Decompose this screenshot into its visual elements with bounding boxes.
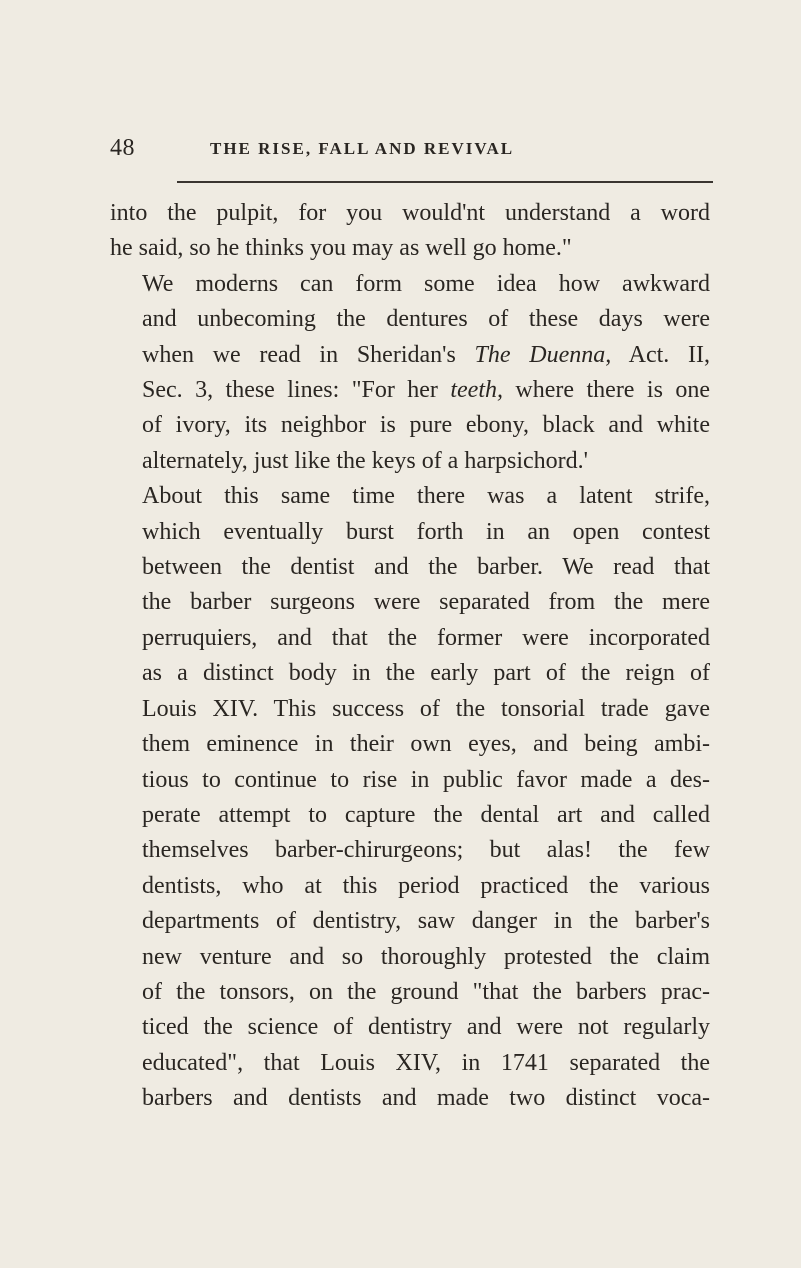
text-line: of the tonsors, on the ground "that the barbers prac-	[142, 978, 710, 1005]
emphasis: teeth,	[450, 377, 503, 404]
text-line: perate attempt to capture the dental art and called	[142, 801, 710, 828]
text-line	[110, 373, 710, 408]
text-span: where there is one	[503, 377, 710, 404]
text-line: into the pulpit, for you would'nt understand a word	[110, 200, 710, 226]
header-rule	[177, 181, 713, 183]
text-line: ticed the science of dentistry and were not regularly	[142, 1014, 710, 1041]
running-head	[110, 133, 710, 163]
paragraph	[110, 196, 710, 267]
text-line: Louis XIV. This success of the tonsorial trade gave	[142, 695, 710, 722]
text-line: and unbecoming the dentures of these days were	[142, 306, 710, 333]
text-line: them eminence in their own eyes, and being ambi-	[142, 731, 710, 758]
text-span: Sec. 3, these lines: "For her	[142, 377, 451, 404]
text-line	[110, 338, 710, 373]
text-line: tious to continue to rise in public favor made a des-	[142, 766, 710, 793]
text-line: We moderns can form some idea how awkward	[142, 270, 710, 297]
text-line: as a distinct body in the early part of the reign of	[142, 660, 710, 687]
text-line: About this same time there was a latent strife,	[142, 483, 710, 510]
text-line: alternately, just like the keys of a harpsichord.'	[142, 447, 588, 474]
paragraph	[110, 479, 710, 1116]
text-line: barbers and dentists and made two distinct voca-	[142, 1085, 710, 1112]
text-line: which eventually burst forth in an open contest	[142, 518, 710, 545]
text-line: themselves barber-chirurgeons; but alas! the few	[142, 837, 710, 864]
paragraph	[110, 267, 710, 479]
text-span: when we read in Sheridan's	[142, 341, 475, 368]
text-line: perruquiers, and that the former were incorporated	[142, 624, 710, 651]
page-number: 48	[110, 135, 135, 161]
text-line: dentists, who at this period practiced the various	[142, 872, 710, 899]
play-title: The Duenna,	[474, 341, 612, 368]
text-span: Act. II,	[611, 341, 711, 368]
text-line: he said, so he thinks you may as well go home."	[110, 235, 572, 262]
text-line: educated", that Louis XIV, in 1741 separated the	[142, 1049, 710, 1076]
text-line: the barber surgeons were separated from the mere	[142, 589, 710, 616]
text-line: new venture and so thoroughly protested the claim	[142, 943, 710, 970]
text-line: of ivory, its neighbor is pure ebony, black and white	[142, 412, 710, 439]
running-title: THE RISE, FALL AND REVIVAL	[210, 139, 515, 158]
text-line: between the dentist and the barber. We read that	[142, 554, 710, 581]
body-text	[110, 196, 710, 1117]
text-line: departments of dentistry, saw danger in the barber's	[142, 908, 710, 935]
